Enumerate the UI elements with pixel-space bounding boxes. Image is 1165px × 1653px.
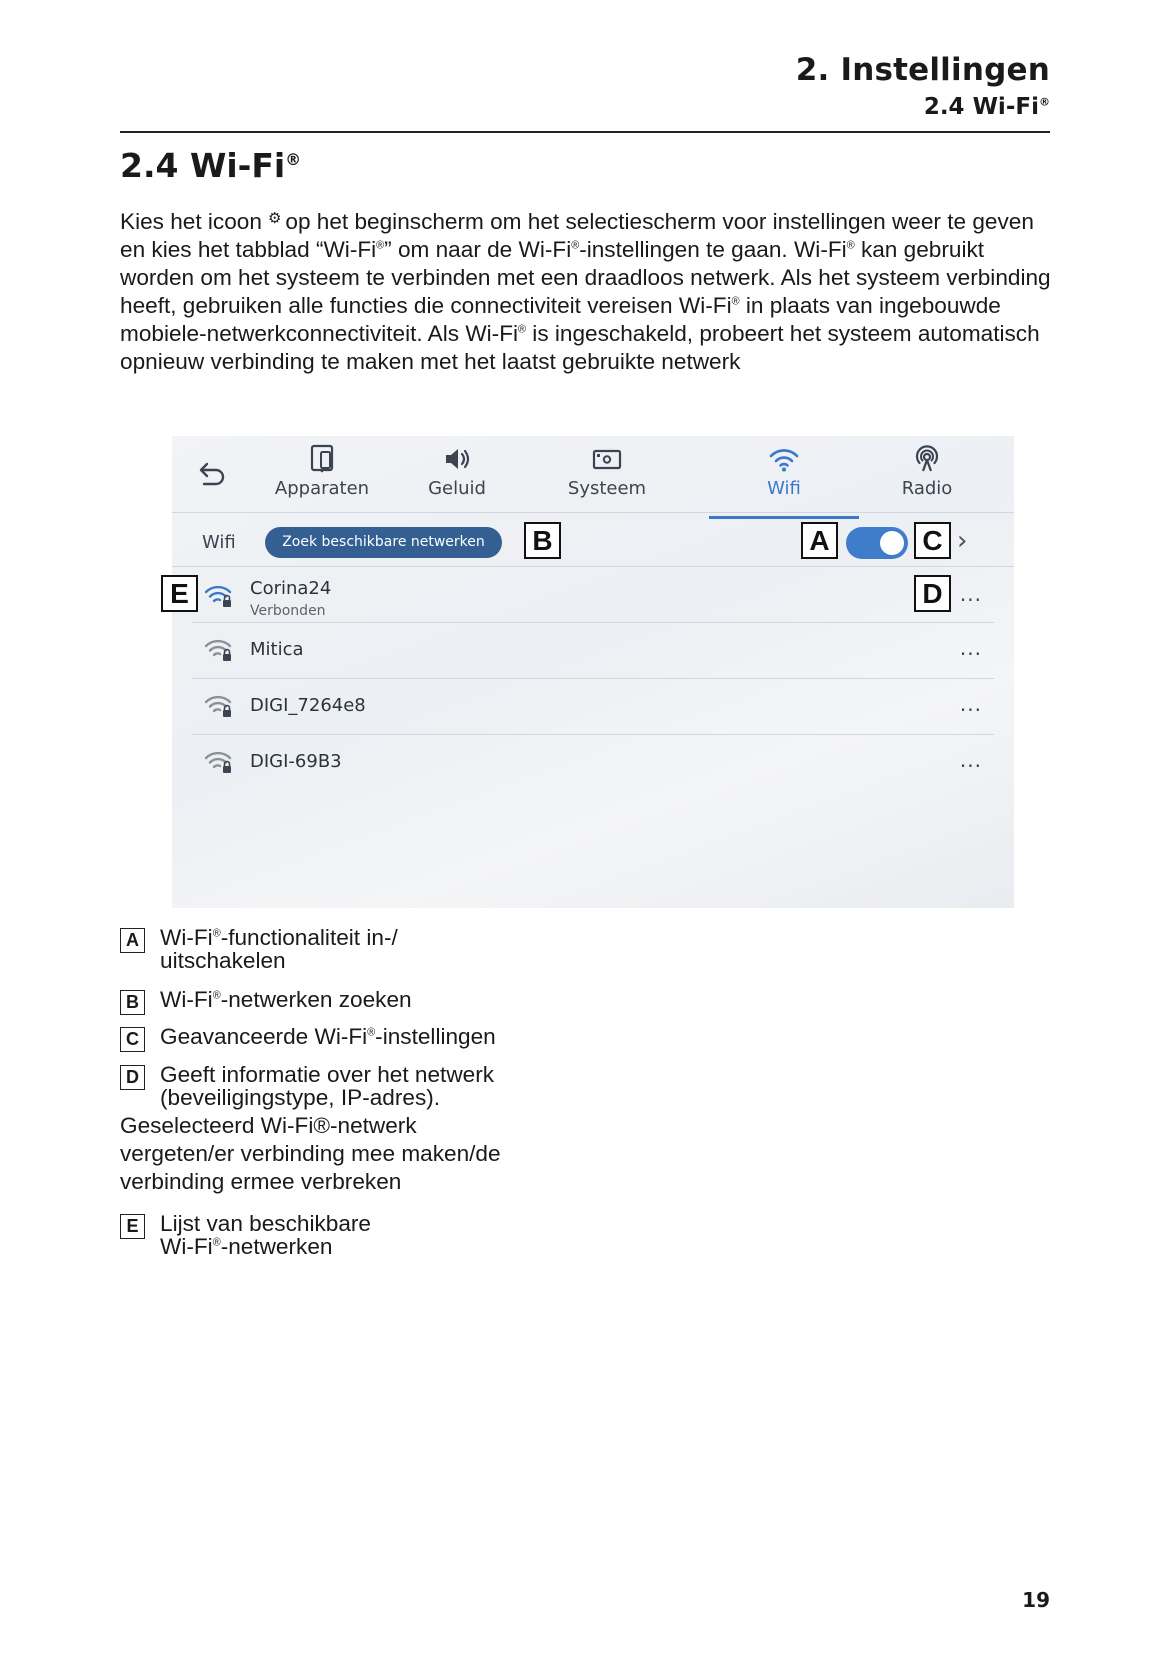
- registered-mark: ®: [367, 1026, 376, 1039]
- tab-radio[interactable]: [852, 436, 1002, 516]
- network-name: Mitica: [250, 639, 304, 660]
- back-button[interactable]: [196, 458, 230, 492]
- legend-text-part: -netwerken: [220, 1234, 333, 1259]
- legend-key: B: [120, 990, 145, 1015]
- devices-icon: [306, 444, 338, 474]
- callout-b: B: [524, 522, 561, 559]
- intro-text: in plaats van ingebouwde mobiele-netwerkconnectiviteit. Als Wi-Fi: [120, 293, 1001, 346]
- registered-mark: ®: [846, 239, 855, 252]
- network-status: Verbonden: [250, 603, 326, 619]
- registered-mark: ®: [285, 150, 302, 169]
- wifi-lock-icon: [204, 692, 234, 720]
- network-name: Corina24: [250, 578, 332, 599]
- registered-mark: ®: [212, 989, 221, 1002]
- system-icon: [591, 444, 623, 474]
- intro-text: op het beginscherm om het selectiescherm voor instellingen weer te geven en kies het tabblad “Wi-Fi: [120, 209, 1034, 262]
- legend-text-part: Geeft informatie over het netwerk: [160, 1062, 495, 1087]
- callout-a: A: [801, 522, 838, 559]
- more-options-button[interactable]: ...: [959, 748, 982, 772]
- tab-label: Apparaten: [274, 478, 370, 499]
- wifi-toggle[interactable]: [846, 527, 908, 559]
- network-row[interactable]: [192, 734, 994, 790]
- legend-key: E: [120, 1214, 145, 1239]
- speaker-icon: [441, 444, 473, 474]
- callout-e: E: [161, 575, 198, 612]
- network-row[interactable]: [192, 622, 994, 678]
- legend-text: [160, 1025, 496, 1048]
- legend-d-detail: vergeten/er verbinding mee maken/de: [120, 1141, 501, 1166]
- back-arrow-icon: [196, 458, 230, 492]
- callout-d: D: [914, 575, 951, 612]
- tab-systeem[interactable]: [542, 436, 672, 516]
- tab-label: Geluid: [428, 478, 486, 499]
- registered-mark: ®: [518, 323, 527, 336]
- wifi-icon: [768, 444, 800, 474]
- active-tab-indicator: [709, 516, 859, 519]
- more-options-button[interactable]: ...: [959, 692, 982, 716]
- legend-text-part: Geavanceerde Wi-Fi: [160, 1024, 368, 1049]
- intro-text: kan gebruikt worden om het systeem te verbinden met een draadloos netwerk. Als het systeem verbinding heeft, gebruiken alle functies die connectiviteit vereisen Wi-Fi: [120, 237, 1051, 318]
- section-subtitle: [924, 94, 1050, 120]
- registered-mark: ®: [376, 239, 385, 252]
- legend-key: D: [120, 1065, 145, 1090]
- more-options-button[interactable]: ...: [959, 636, 982, 660]
- intro-text: Kies het icoon: [120, 209, 262, 234]
- tab-label: Wifi: [767, 478, 801, 499]
- wifi-lock-icon: [204, 636, 234, 664]
- network-row[interactable]: [192, 568, 994, 624]
- legend-text-part: -functionaliteit in-/: [220, 925, 398, 950]
- legend-key: A: [120, 928, 145, 953]
- legend-text-part: Wi-Fi: [160, 987, 213, 1012]
- chevron-right-icon[interactable]: ›: [957, 526, 968, 556]
- divider: [172, 512, 1014, 513]
- section-title-text: 2.4 Wi-Fi: [120, 146, 286, 185]
- registered-mark: ®: [212, 1236, 221, 1249]
- registered-mark: ®: [731, 295, 740, 308]
- gear-icon: ⚙: [267, 210, 282, 227]
- legend-text: [160, 988, 412, 1011]
- callout-c: C: [914, 522, 951, 559]
- legend-text-part: -instellingen: [375, 1024, 496, 1049]
- legend-text-part: Wi-Fi: [160, 1234, 213, 1259]
- legend-text: [160, 926, 398, 972]
- legend-text: [160, 1063, 494, 1109]
- wifi-label: Wifi: [202, 532, 236, 553]
- legend-d-detail: verbinding ermee verbreken: [120, 1169, 402, 1194]
- legend-text: [160, 1212, 371, 1258]
- tab-wifi[interactable]: [709, 436, 859, 516]
- tab-bar: [172, 436, 1014, 516]
- network-row[interactable]: [192, 678, 994, 734]
- registered-mark: ®: [571, 239, 580, 252]
- search-networks-button[interactable]: Zoek beschikbare netwerken: [265, 527, 502, 558]
- network-name: DIGI-69B3: [250, 751, 342, 772]
- legend-text-part: Lijst van beschikbare: [160, 1211, 371, 1236]
- legend-text-part: Wi-Fi: [160, 925, 213, 950]
- legend-text-part: (beveiligingstype, IP-adres).: [160, 1085, 441, 1110]
- legend-text-part: -netwerken zoeken: [220, 987, 412, 1012]
- more-options-button[interactable]: ...: [959, 582, 982, 606]
- divider: [172, 566, 1014, 567]
- header-rule: [120, 131, 1050, 133]
- section-title: [120, 146, 301, 185]
- tab-apparaten[interactable]: [257, 436, 387, 516]
- tab-label: Radio: [901, 478, 953, 499]
- intro-text: -instellingen te gaan. Wi-Fi: [579, 237, 847, 262]
- tab-geluid[interactable]: [402, 436, 512, 516]
- section-subtitle-text: 2.4 Wi-Fi: [923, 94, 1039, 120]
- network-name: DIGI_7264e8: [250, 695, 366, 716]
- intro-text: ” om naar de Wi-Fi: [384, 237, 572, 262]
- legend-key: C: [120, 1027, 145, 1052]
- radio-icon: [911, 444, 943, 474]
- legend-d-detail: Geselecteerd Wi-Fi®-netwerk: [120, 1113, 417, 1138]
- wifi-settings-screen: [172, 436, 1014, 908]
- wifi-lock-icon: [204, 748, 234, 776]
- legend-text-part: uitschakelen: [160, 948, 286, 973]
- toggle-knob: [880, 531, 904, 555]
- chapter-title: 2. Instellingen: [795, 52, 1050, 88]
- registered-mark: ®: [1038, 95, 1050, 109]
- page-number: 19: [1022, 1588, 1050, 1612]
- intro-paragraph: [120, 205, 1052, 376]
- registered-mark: ®: [212, 927, 221, 940]
- intro-text: is ingeschakeld, probeert het systeem automatisch opnieuw verbinding te maken met het laatst gebruikte netwerk: [120, 321, 1040, 374]
- tab-label: Systeem: [567, 478, 647, 499]
- wifi-lock-icon: [204, 582, 234, 610]
